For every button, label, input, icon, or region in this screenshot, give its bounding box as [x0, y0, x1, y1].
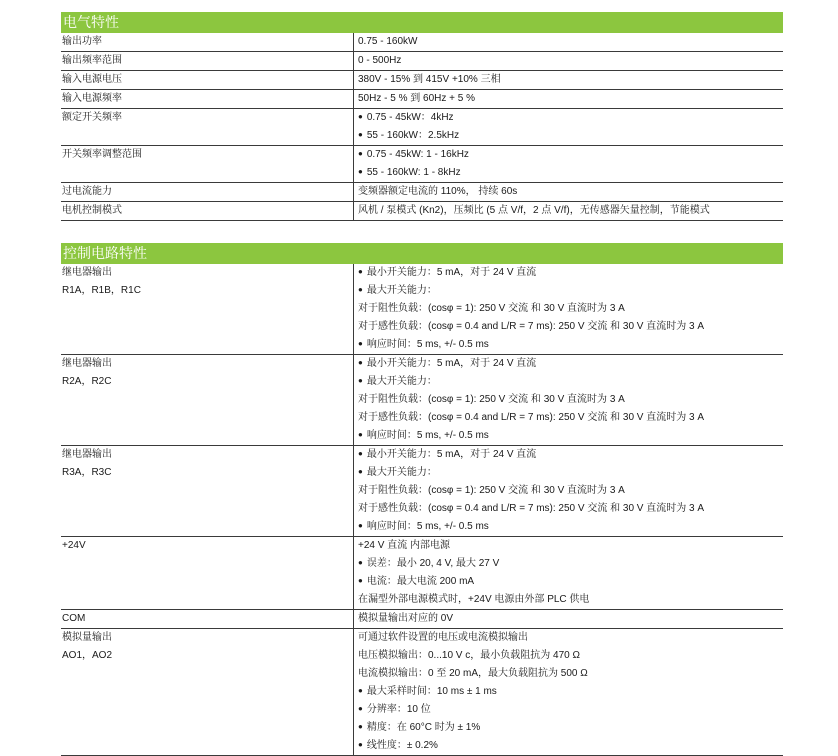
table-row	[61, 610, 783, 629]
bullet-item: ● 线性度：± 0.2%	[358, 737, 783, 755]
value-line: 对于感性负载：(cosφ = 0.4 and L/R = 7 ms): 250 V 交流 和 30 V 直流时为 3 A	[358, 321, 705, 332]
value-line: 0.75 - 160kW	[358, 36, 418, 47]
row-label-cell	[61, 71, 353, 89]
value-line: 对于感性负载：(cosφ = 0.4 and L/R = 7 ms): 250 V 交流 和 30 V 直流时为 3 A	[358, 412, 705, 423]
row-label-line: 输出频率范围	[62, 55, 122, 66]
table-row	[61, 202, 783, 221]
table-row	[61, 446, 783, 537]
value-line: 对于阻性负载：(cosφ = 1): 250 V 交流 和 30 V 直流时为 3 A	[358, 394, 625, 405]
section-header: 控制电路特性	[61, 243, 783, 264]
table-row	[61, 146, 783, 183]
bullet-item: ● 最小开关能力：5 mA，对于 24 V 直流	[358, 264, 783, 282]
row-label-line: +24V	[62, 540, 86, 551]
row-label-cell	[61, 264, 353, 354]
row-label-cell	[61, 90, 353, 108]
row-label-cell	[61, 146, 353, 182]
bullet-item: ● 分辨率：10 位	[358, 701, 783, 719]
row-label-cell	[61, 629, 353, 755]
bullet-item: ● 响应时间：5 ms, +/- 0.5 ms	[358, 518, 783, 536]
row-label-line: 额定开关频率	[62, 112, 122, 123]
row-label-cell	[61, 202, 353, 220]
row-value-cell	[353, 183, 783, 201]
bullet-item: ● 55 - 160kW：2.5kHz	[358, 127, 783, 145]
value-line: 380V - 15% 到 415V +10% 三相	[358, 74, 501, 85]
row-label-line: 输入电源电压	[62, 74, 122, 85]
value-line: 50Hz - 5 % 到 60Hz + 5 %	[358, 93, 475, 104]
bullet-item: ● 0.75 - 45kW: 1 - 16kHz	[358, 146, 783, 164]
value-line: 变频器额定电流的 110%， 持续 60s	[358, 186, 518, 197]
spec-document	[61, 12, 783, 756]
table-row	[61, 109, 783, 146]
row-label-line: 过电流能力	[62, 186, 112, 197]
row-label-cell	[61, 610, 353, 628]
value-line: 在漏型外部电源模式时，+24V 电源由外部 PLC 供电	[358, 594, 590, 605]
row-label-line: 模拟量输出	[62, 632, 112, 643]
row-label-line: COM	[62, 613, 86, 624]
value-line: 电压模拟输出：0...10 V c，最小负载阻抗为 470 Ω	[358, 650, 580, 661]
row-value-cell	[353, 202, 783, 220]
row-label-cell	[61, 537, 353, 609]
bullet-item: ● 电流：最大电流 200 mA	[358, 573, 783, 591]
value-line: 模拟量输出对应的 0V	[358, 613, 454, 624]
bullet-item: ● 最大开关能力：	[358, 282, 783, 300]
table-row	[61, 183, 783, 202]
bullet-item: ● 响应时间：5 ms, +/- 0.5 ms	[358, 427, 783, 445]
table-row	[61, 71, 783, 90]
row-label-line: 输入电源频率	[62, 93, 122, 104]
row-label-line: R2A，R2C	[62, 376, 112, 387]
row-label-line: 开关频率调整范围	[62, 149, 142, 160]
bullet-item: ● 响应时间：5 ms, +/- 0.5 ms	[358, 336, 783, 354]
row-value-cell	[353, 355, 783, 445]
value-line: 对于阻性负载：(cosφ = 1): 250 V 交流 和 30 V 直流时为 3 A	[358, 485, 625, 496]
value-line: 电流模拟输出：0 至 20 mA，最大负载阻抗为 500 Ω	[358, 668, 588, 679]
bullet-item: ● 0.75 - 45kW：4kHz	[358, 109, 783, 127]
value-line: 风机 / 泵模式 (Kn2)，压频比 (5 点 V/f，2 点 V/f)，无传感器矢量控制，节能模式	[358, 205, 710, 216]
row-value-cell	[353, 71, 783, 89]
bullet-item: ● 最小开关能力：5 mA，对于 24 V 直流	[358, 446, 783, 464]
row-label-line: R3A，R3C	[62, 467, 112, 478]
row-value-cell	[353, 146, 783, 182]
section-gap	[61, 221, 783, 243]
row-value-cell	[353, 264, 783, 354]
table-row	[61, 537, 783, 610]
bullet-item: ● 最小开关能力：5 mA，对于 24 V 直流	[358, 355, 783, 373]
table-row	[61, 52, 783, 71]
row-label-line: 输出功率	[62, 36, 102, 47]
bullet-item: ● 最大采样时间：10 ms ± 1 ms	[358, 683, 783, 701]
row-label-line: 电机控制模式	[62, 205, 122, 216]
row-value-cell	[353, 33, 783, 51]
bullet-item: ● 最大开关能力：	[358, 373, 783, 391]
bullet-item: ● 最大开关能力：	[358, 464, 783, 482]
row-value-cell	[353, 52, 783, 70]
row-value-cell	[353, 537, 783, 609]
row-label-cell	[61, 446, 353, 536]
table-row	[61, 33, 783, 52]
table-row	[61, 90, 783, 109]
row-label-line: R1A，R1B，R1C	[62, 285, 141, 296]
row-label-cell	[61, 33, 353, 51]
table-row	[61, 629, 783, 756]
row-label-line: AO1，AO2	[62, 650, 113, 661]
value-line: 0 - 500Hz	[358, 55, 402, 66]
section-header: 电气特性	[61, 12, 783, 33]
row-label-line: 继电器输出	[62, 358, 112, 369]
value-line: 对于感性负载：(cosφ = 0.4 and L/R = 7 ms): 250 V 交流 和 30 V 直流时为 3 A	[358, 503, 705, 514]
bullet-item: ● 精度：在 60°C 时为 ± 1%	[358, 719, 783, 737]
bullet-item: ● 55 - 160kW: 1 - 8kHz	[358, 164, 783, 182]
table-row	[61, 355, 783, 446]
row-label-line: 继电器输出	[62, 267, 112, 278]
value-line: 可通过软件设置的电压或电流模拟输出	[358, 632, 528, 643]
row-label-cell	[61, 183, 353, 201]
value-line: 对于阻性负载：(cosφ = 1): 250 V 交流 和 30 V 直流时为 3 A	[358, 303, 625, 314]
row-label-cell	[61, 109, 353, 145]
row-value-cell	[353, 629, 783, 755]
row-value-cell	[353, 90, 783, 108]
bullet-item: ● 误差：最小 20, 4 V, 最大 27 V	[358, 555, 783, 573]
row-value-cell	[353, 610, 783, 628]
row-value-cell	[353, 446, 783, 536]
value-line: +24 V 直流 内部电源	[358, 540, 450, 551]
table-row	[61, 264, 783, 355]
row-label-line: 继电器输出	[62, 449, 112, 460]
row-label-cell	[61, 52, 353, 70]
row-label-cell	[61, 355, 353, 445]
row-value-cell	[353, 109, 783, 145]
